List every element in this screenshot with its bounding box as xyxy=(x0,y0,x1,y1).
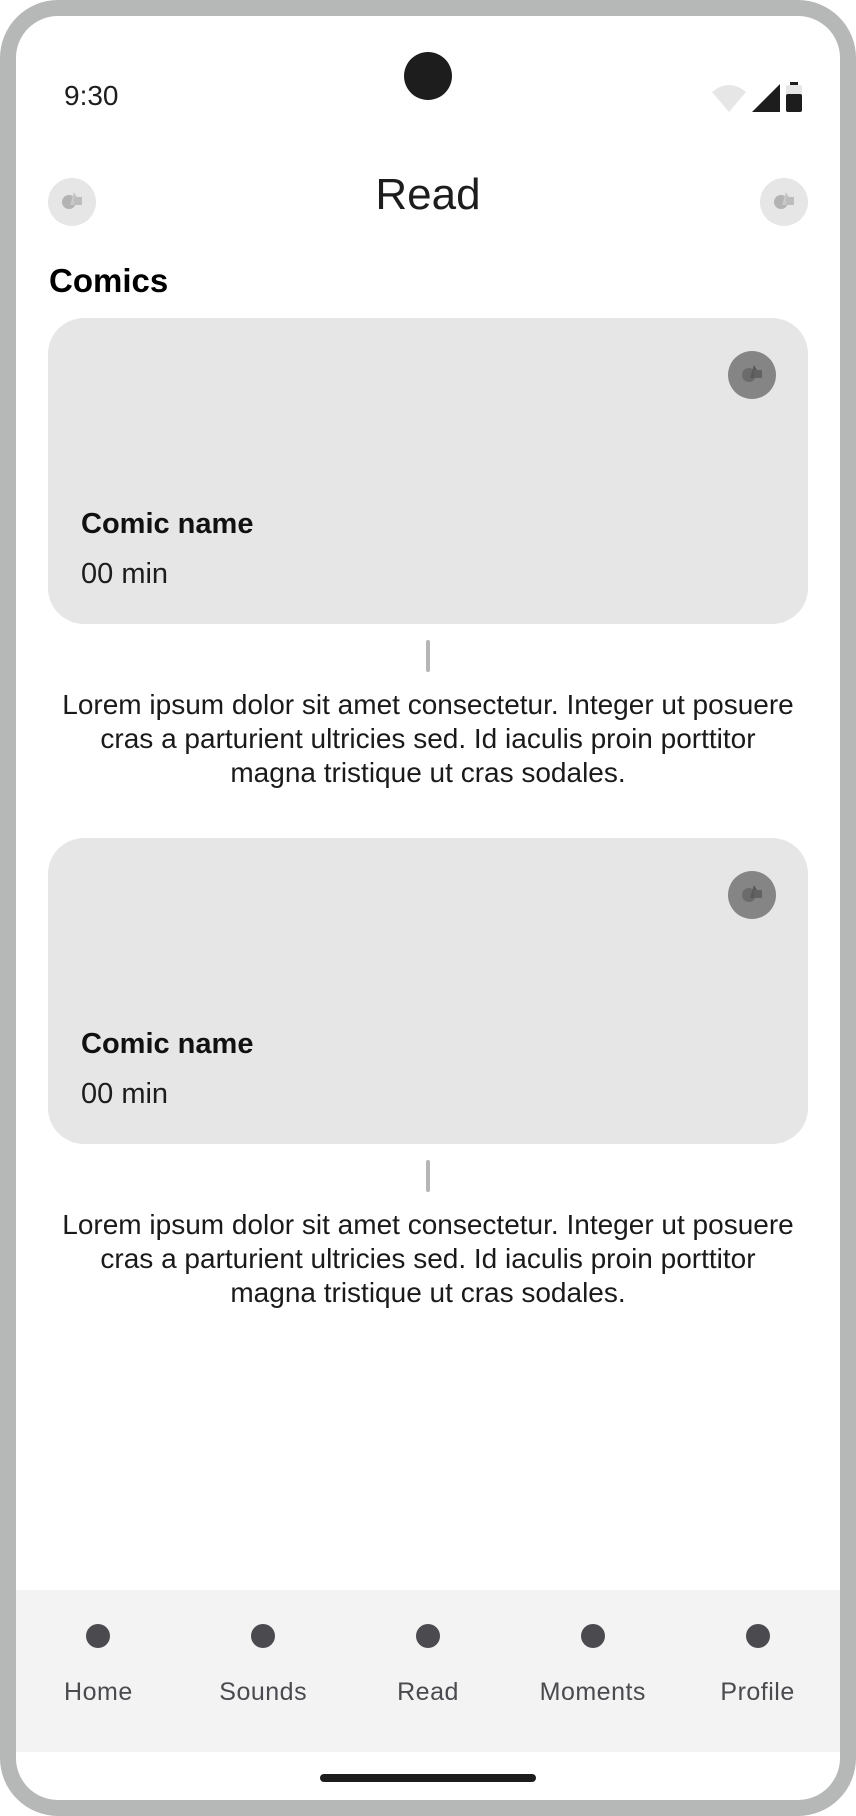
top-right-button[interactable] xyxy=(760,178,808,226)
wifi-icon xyxy=(712,84,746,117)
read-icon xyxy=(416,1624,440,1648)
section-title: Comics xyxy=(49,262,169,299)
comic-description: Lorem ipsum dolor sit amet consectetur. Integer ut posuere cras a parturient ultricies sed. Id iaculis proin porttitor magna tristique ut cras sodales. xyxy=(62,1209,794,1308)
divider-tick xyxy=(426,1160,430,1192)
nav-label: Sounds xyxy=(219,1678,308,1706)
nav-item-moments[interactable] xyxy=(510,1590,675,1752)
bottom-navigation xyxy=(16,1590,840,1752)
nav-item-profile[interactable] xyxy=(675,1590,840,1752)
comic-duration: 00 min xyxy=(81,558,169,590)
comic-duration: 00 min xyxy=(81,1078,169,1110)
nav-label: Moments xyxy=(539,1678,646,1706)
sounds-icon xyxy=(251,1624,275,1648)
profile-icon xyxy=(746,1624,770,1648)
status-icons xyxy=(712,82,802,117)
camera-cutout xyxy=(404,52,452,100)
nav-label: Profile xyxy=(720,1678,795,1706)
shapes-icon xyxy=(740,361,764,390)
status-time: 9:30 xyxy=(64,80,119,111)
divider-tick xyxy=(426,640,430,672)
comic-card[interactable] xyxy=(48,318,808,624)
home-icon xyxy=(86,1624,110,1648)
nav-label: Home xyxy=(64,1678,133,1706)
nav-item-sounds[interactable] xyxy=(181,1590,346,1752)
card-badge[interactable] xyxy=(728,351,776,399)
top-app-bar xyxy=(16,156,840,236)
comic-card[interactable] xyxy=(48,838,808,1144)
moments-icon xyxy=(581,1624,605,1648)
nav-label: Read xyxy=(397,1678,459,1706)
battery-icon xyxy=(786,82,802,117)
comic-name: Comic name xyxy=(81,508,254,540)
page-title: Read xyxy=(375,170,481,219)
comic-name: Comic name xyxy=(81,1028,254,1060)
nav-item-read[interactable] xyxy=(346,1590,511,1752)
shapes-icon xyxy=(740,881,764,910)
comic-description: Lorem ipsum dolor sit amet consectetur. Integer ut posuere cras a parturient ultricies sed. Id iaculis proin porttitor magna tristique ut cras sodales. xyxy=(62,689,794,788)
status-bar xyxy=(16,16,840,126)
home-indicator[interactable] xyxy=(320,1774,536,1782)
nav-item-home[interactable] xyxy=(16,1590,181,1752)
signal-icon xyxy=(752,84,780,117)
shapes-icon xyxy=(772,188,796,217)
card-badge[interactable] xyxy=(728,871,776,919)
